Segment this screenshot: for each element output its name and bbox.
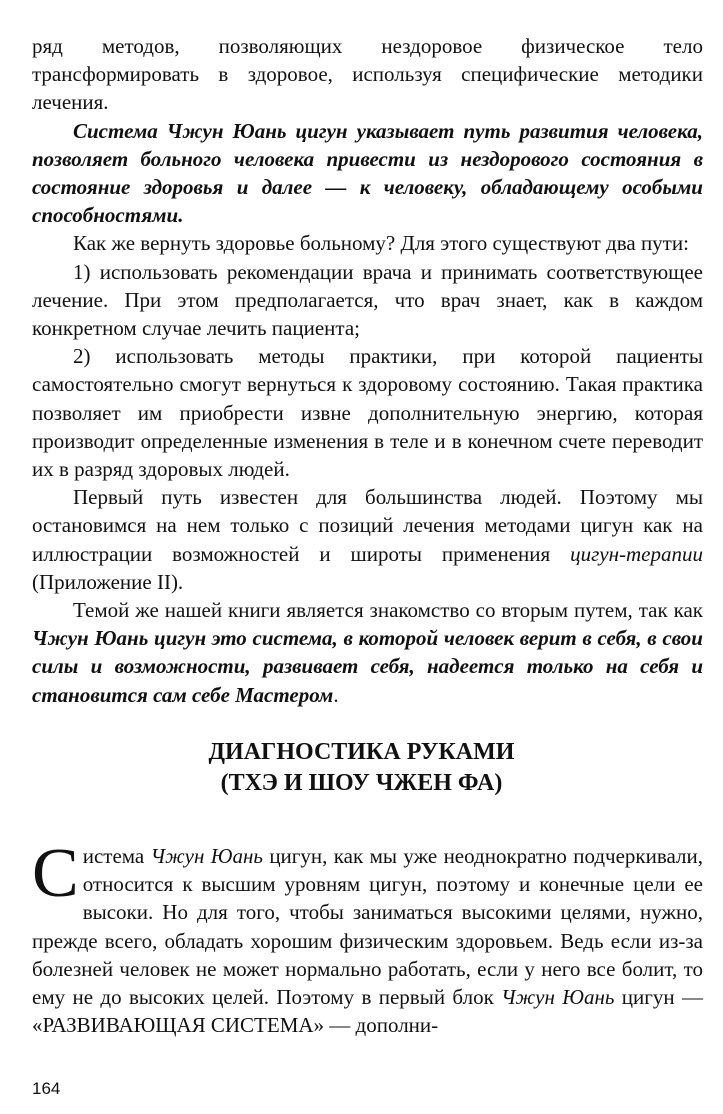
page-number: 164: [32, 1079, 61, 1098]
text-block-top: [32, 32, 703, 709]
paragraph-7-emphasis: Чжун Юань цигун это система, в которой человек верит в себя, в свои силы и возможности, развивает себя, надеется только на себя и становится сам себе Мастером: [32, 626, 703, 707]
paragraph-7-text: Темой же нашей книги является знакомство со вторым путем, так как: [73, 598, 703, 623]
section-italic-2: Чжун Юань: [501, 985, 615, 1010]
paragraph-6-italic: цигун-терапии: [570, 541, 703, 566]
section-heading: [0, 737, 723, 799]
paragraph-6: [32, 483, 703, 596]
paragraph-6-text: Первый путь известен для большинства людей. Поэтому мы остановимся на нем только с позиций лечения методами цигун как на иллюстрации возможностей и широты применения: [32, 485, 703, 566]
section-text-3: цигун — «РАЗВИВАЮЩАЯ СИСТЕМА» — дополни-: [32, 985, 703, 1038]
paragraph-7: [32, 596, 703, 709]
paragraph-7-tail: .: [333, 682, 339, 707]
section-italic-1: Чжун Юань: [150, 844, 263, 868]
section-text-2: цигун, как мы уже неоднократно подчеркивали, относится к высшим уровням цигун, поэтому и конечные цели ее высоки. Но для того, чтобы заниматься высокими целями, нужно, прежде всего, обладать хорошим физическим здоровьем. Ведь если из-за болезней человек не может нормально работать, если у него все болит, то ему не до высоких целей. Поэтому в первый блок: [32, 844, 703, 1010]
paragraph-3: Как же вернуть здоровье больному? Для этого существуют два пути:: [73, 231, 689, 256]
section-text-1: истема: [82, 844, 151, 868]
paragraph-6-tail: (Приложение II).: [32, 569, 184, 594]
section-heading-line-1: ДИАГНОСТИКА РУКАМИ: [208, 739, 515, 765]
paragraph-1: ряд методов, позволяющих нездоровое физическое тело трансформировать в здоровое, используя специфические методики лечения.: [32, 34, 703, 115]
list-item-2: 2) использовать методы практики, при которой пациенты самостоятельно смогут вернуться к здоровому состоянию. Такая практика позволяет им приобрести извне дополнительную энергию, которая производит определенные изменения в теле и в конечном счете переводит их в разряд здоровых людей.: [32, 344, 703, 482]
text-block-section: [32, 835, 703, 1039]
section-paragraph: [32, 835, 703, 1039]
drop-cap: С: [32, 835, 79, 912]
paragraph-2-emphasis: Система Чжун Юань цигун указывает путь развития человека, позволяет больного человека привести из нездорового состояния в состояние здоровья и далее — к человеку, обладающему особыми способностями.: [32, 118, 703, 228]
list-item-1: 1) использовать рекомендации врача и принимать соответствующее лечение. При этом предполагается, что врач знает, как в каждом конкретном случае лечить пациента;: [32, 259, 703, 341]
section-heading-line-2: (ТХЭ И ШОУ ЧЖЕН ФА): [220, 770, 503, 796]
